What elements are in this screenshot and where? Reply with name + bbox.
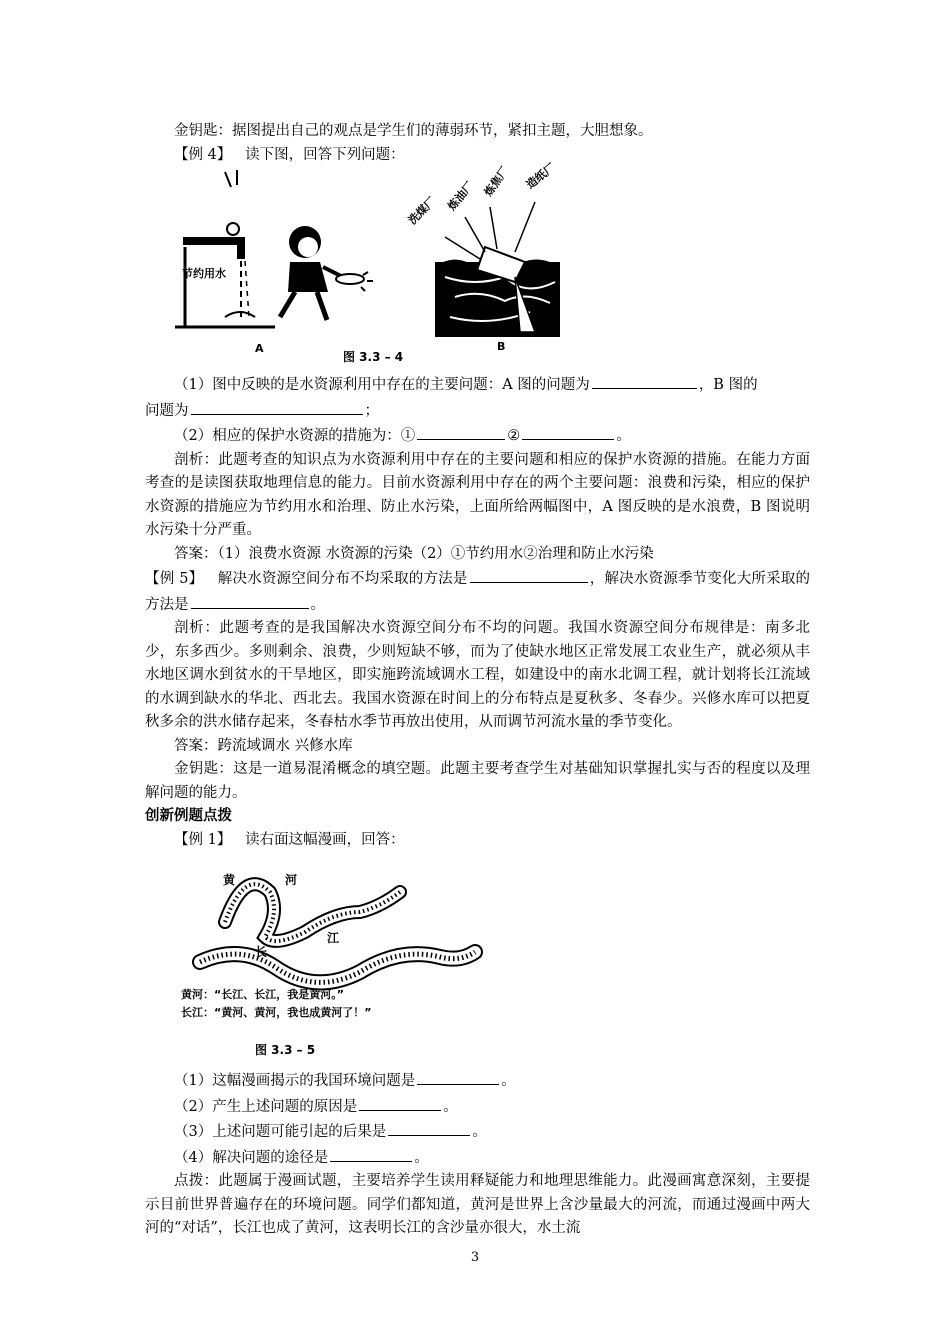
answer-blank-i[interactable]	[388, 1119, 470, 1136]
panel-a-illustration	[175, 170, 373, 327]
question-1-continued: 问题为 ；	[145, 398, 810, 424]
answer-blank-a[interactable]	[592, 372, 697, 389]
example-1-label: 【例 1】	[174, 831, 232, 848]
answer-blank-c[interactable]	[417, 423, 505, 440]
panel-b-illustration	[435, 202, 560, 337]
yellow-river-drawing	[225, 884, 400, 941]
section-heading: 创新例题点拨	[145, 808, 232, 824]
example-4-heading	[145, 144, 810, 168]
huang-label: 黄	[223, 873, 236, 887]
answer-blank-g[interactable]	[417, 1068, 499, 1085]
factory-label-1: 洗煤厂	[405, 194, 439, 228]
yangtze-river-drawing	[200, 952, 475, 982]
answer-1: 答案：（1）浪费水资源 水资源的污染（2）①节约用水②治理和防止水污染	[174, 545, 654, 562]
cartoon-question-1: （1）这幅漫画揭示的我国环境问题是 。	[145, 1068, 810, 1094]
answer-2: 答案：跨流域调水 兴修水库	[174, 737, 353, 754]
key-tip-1: 金钥匙：据图提出自己的观点是学生们的薄弱环节，紧扣主题，大胆想象。	[174, 123, 653, 139]
example-4-text: 读下图，回答下列问题：	[245, 146, 405, 163]
analysis-1: 剖析：此题考查的知识点为水资源利用中存在的主要问题和相应的保护水资源的措施。在能力方面考查的是读图获取地理信息的能力。目前水资源利用中存在的两个主要问题：浪费和污染，相应的保护水资源的措施应为节约用水和治理、防止水污染，上面所给两幅图中，A 图反映的是水浪费，B 图说明水污染十分严重。	[145, 451, 810, 538]
example-1-text: 读右面这幅漫画，回答：	[245, 831, 405, 848]
dialog-yangtze-river: 长江：“黄河、黄河，我也成黄河了！”	[181, 1006, 372, 1019]
answer-blank-d[interactable]	[522, 423, 614, 440]
answer-blank-h[interactable]	[359, 1094, 441, 1111]
factory-label-2: 炼油厂	[445, 179, 477, 213]
example-4-label: 【例 4】	[174, 146, 232, 163]
question-1: （1）图中反映的是水资源利用中存在的主要问题：A 图的问题为 ，B 图的	[145, 372, 810, 398]
question-2: （2）相应的保护水资源的措施为：① ② 。	[145, 423, 810, 449]
figure-3-3-4-illustration	[145, 160, 810, 355]
example-5-label: 【例 5】	[145, 571, 204, 587]
analysis-2: 剖析：此题考查的是我国解决水资源空间分布不均的问题。我国水资源空间分布规律是：南多北少，东多西少。多则剩余、浪费，少则短缺不够，而为了使缺水地区正常发展工农业生产，就必须从丰水地区调水到贫水的干旱地区，即实施跨流域调水工程，如建设中的南水北调工程，就计划将长江流域的水调到缺水的华北、西北去。我国水资源在时间上的分布特点是夏秋多、冬春少。兴修水库可以把夏秋多余的洪水储存起来，冬春枯水季节再放出使用，从而调节河流水量的季节变化。	[145, 620, 810, 730]
panel-a-label: A	[255, 342, 264, 355]
he-label: 河	[285, 873, 298, 887]
figure-3-3-4	[145, 160, 810, 355]
dialog-yellow-river: 黄河：“长江、长江，我是黄河。”	[181, 988, 344, 1001]
panel-b-label: B	[497, 340, 506, 353]
key-tip-2: 金钥匙：这是一道易混淆概念的填空题。此题主要考查学生对基础知识掌握扎实与否的程度以及理解问题的能力。	[145, 761, 810, 801]
answer-blank-e[interactable]	[470, 566, 588, 583]
figure-3-3-5	[145, 852, 810, 1032]
example-1-heading	[145, 829, 810, 853]
figure-3-3-5-caption: 图 3.3 – 5	[255, 1043, 316, 1057]
hint-paragraph: 点拨：此题属于漫画试题，主要培养学生读用释疑能力和地理思维能力。此漫画寓意深刻，主要提示目前世界普遍存在的环境问题。同学们都知道，黄河是世界上含沙量最大的河流，而通过漫画中两大河的“对话”，长江也成了黄河，这表明长江的含沙量亦很大，水土流	[145, 1173, 810, 1236]
factory-label-3: 炼焦厂	[481, 164, 512, 199]
cartoon-question-3: （3）上述问题可能引起的后果是 。	[145, 1119, 810, 1145]
jiang-label: 江	[327, 931, 340, 945]
answer-blank-b[interactable]	[191, 398, 363, 415]
page-number: 3	[470, 1250, 480, 1265]
answer-blank-f[interactable]	[191, 592, 309, 609]
figure-3-3-5-illustration	[145, 852, 810, 1032]
factory-label-4: 造纸厂	[523, 160, 558, 192]
document-page	[145, 120, 810, 1241]
cartoon-question-4: （4）解决问题的途径是 。	[145, 1145, 810, 1171]
example-5: 【例 5】 解决水资源空间分布不均采取的方法是 ，解决水资源季节变化大所采取的方法是 。	[145, 566, 810, 617]
cartoon-question-2: （2）产生上述问题的原因是 。	[145, 1094, 810, 1120]
answer-blank-j[interactable]	[330, 1145, 412, 1162]
figure-3-3-4-caption: 图 3.3 – 4	[343, 350, 404, 364]
sign-text: 节约用水	[182, 267, 226, 280]
chang-label: 长	[255, 945, 268, 959]
